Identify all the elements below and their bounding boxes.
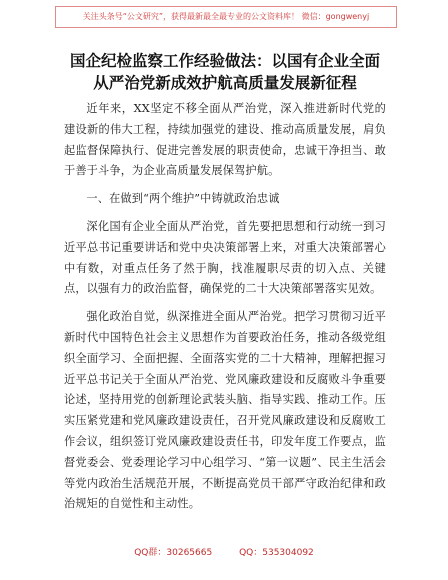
footer-contact	[0, 545, 448, 558]
header-banner: 关注头条号“公文研究”，获得最新最全最专业的公文资料库！ 微信：gongwenyj	[55, 6, 397, 28]
document-body	[64, 99, 386, 522]
footer-qq-group: QQ群：30265665	[134, 548, 213, 558]
paragraph-intro: 近年来，XX坚定不移全面从严治党，深入推进新时代党的建设新的伟大工程，持续加强党的建设、推动高质量发展，肩负起监督保障执行、促进完善发展的职责使命，忠诚干净担当、敢于善于斗争，为企业高质量发展保驾护航。	[64, 102, 386, 178]
title-line-2: 从严治党新成效护航高质量发展新征程	[93, 74, 357, 92]
title-line-1: 国企纪检监察工作经验做法：以国有企业全面	[69, 52, 380, 70]
section-heading: 一、在做到“两个维护”中铸就政治忠诚	[86, 192, 280, 206]
footer-qq: QQ：535304092	[239, 548, 314, 558]
paragraph-section-intro: 深化国有企业全面从严治党，首先要把思想和行动统一到习近平总书记重要讲话和党中央决策部署上来，对重大决策部署心中有数，对重点任务了然于胸，找准履职尽责的切入点、关键点，以强有力的政治监督，确保党的二十大决策部署落实见效。	[64, 219, 386, 296]
document-title	[40, 50, 410, 94]
paragraph-political-awareness: 强化政治自觉，纵深推进全面从严治党。把学习贯彻习近平新时代中国特色社会主义思想作为首要政治任务，推动各级党组织全面学习、全面把握、全面落实党的二十大精神，理解把握习近平总书记关于全面从严治党、党风廉政建设和反腐败斗争重要论述，坚持用党的创新理论武装头脑、指导实践、推动工作。压实压紧党建和党风廉政建设责任，召开党风廉政建设和反腐败工作会议，组织签订党风廉政建设责任书，印发年度工作要点，监督党委会、党委理论学习中心组学习、“第一议题”、民主生活会等党内政治生活规范开展，不断提高党员干部严守政治纪律和政治规矩的自觉性和主动性。	[64, 310, 386, 511]
